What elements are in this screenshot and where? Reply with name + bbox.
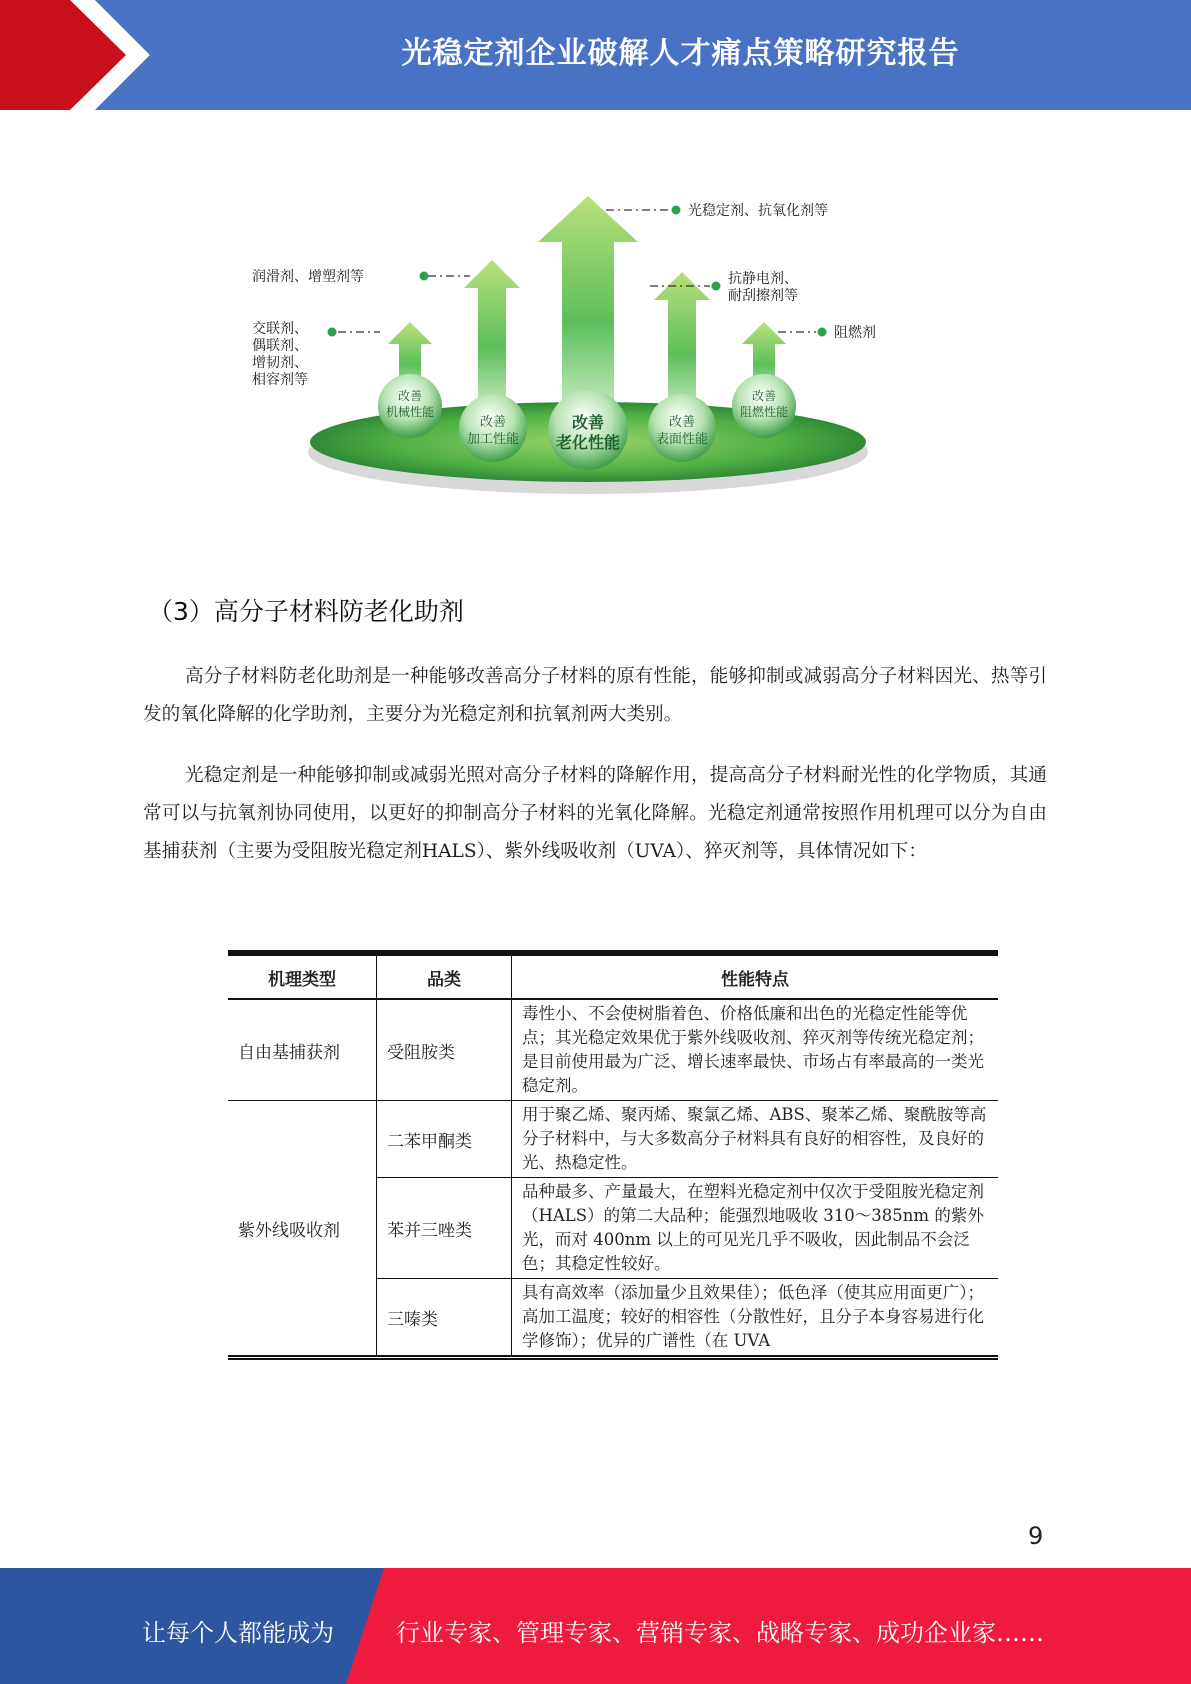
- mechanism-cell: 紫外线吸收剂: [228, 1101, 377, 1358]
- callout-left-lower: 交联剂、: [252, 321, 308, 337]
- callout-left-upper: 润滑剂、增塑剂等: [252, 269, 364, 285]
- circle-label: 机械性能: [385, 405, 435, 419]
- feature-cell: 品种最多、产量最大，在塑料光稳定剂中仅次于受阻胺光稳定剂（HALS）的第二大品种；能强烈地吸收 310～385nm 的紫外光，而对 400nm 以上的可见光几乎不吸收，因此制品不会泛色；其稳定性较好。: [512, 1178, 999, 1279]
- category-cell: 苯并三唑类: [377, 1178, 512, 1279]
- callout-right-upper: 耐刮擦剂等: [728, 288, 798, 304]
- callout-right-upper: 抗静电剂、: [728, 271, 798, 287]
- table-row: [228, 999, 998, 1101]
- paragraph: 光稳定剂是一种能够抑制或减弱光照对高分子材料的降解作用，提高高分子材料耐光性的化学物质，其通常可以与抗氧剂协同使用，以更好的抑制高分子材料的光氧化降解。光稳定剂通常按照作用机理可以分为自由基捕获剂（主要为受阻胺光稳定剂HALS）、紫外线吸收剂（UVA）、猝灭剂等，具体情况如下：: [143, 765, 1047, 862]
- category-cell: 三嗪类: [377, 1279, 512, 1358]
- category-cell: 二苯甲酮类: [377, 1101, 512, 1178]
- footer-slogan-left: 让每个人都能成为: [142, 1619, 334, 1647]
- table-header-cell: 性能特点: [512, 953, 999, 999]
- page-number: 9: [1028, 1522, 1044, 1550]
- circle-label: 改善: [397, 389, 423, 403]
- callout-right-lower: 阻燃剂: [834, 325, 876, 341]
- table-header-cell: 机理类型: [228, 953, 377, 999]
- circle-label: 改善: [571, 413, 605, 432]
- circle-label: 阻燃性能: [739, 405, 789, 419]
- circle-label: 改善: [479, 415, 507, 430]
- table-header-row: [228, 953, 998, 999]
- table-row: [228, 1101, 998, 1178]
- feature-cell: 具有高效率（添加量少且效果佳）；低色泽（使其应用面更广）；高加工温度；较好的相容性（分散性好，且分子本身容易进行化学修饰）；优异的广谱性（在 UVA: [522, 1283, 984, 1350]
- circle-label: 老化性能: [555, 433, 621, 452]
- category-cell: 受阻胺类: [377, 999, 512, 1101]
- circle-label: 改善: [668, 415, 696, 430]
- callout-left-lower: 偶联剂、: [252, 338, 308, 354]
- page-header: [0, 0, 1191, 110]
- report-title: 光稳定剂企业破解人才痛点策略研究报告: [401, 36, 960, 71]
- light-stabilizer-table: [228, 950, 998, 1360]
- footer-slogan-right: 行业专家、管理专家、营销专家、战略专家、成功企业家……: [396, 1619, 1044, 1647]
- feature-cell: 毒性小、不会使树脂着色、价格低廉和出色的光稳定性能等优点；其光稳定效果优于紫外线吸收剂、猝灭剂等传统光稳定剂；是目前使用最为广泛、增长速率最快、市场占有率最高的一类光稳定剂。: [512, 999, 999, 1101]
- additive-function-illustration: [210, 160, 970, 520]
- table-header-cell: 品类: [377, 953, 512, 999]
- feature-cell: 用于聚乙烯、聚丙烯、聚氯乙烯、ABS、聚苯乙烯、聚酰胺等高分子材料中，与大多数高分子材料具有良好的相容性，及良好的光、热稳定性。: [512, 1101, 999, 1178]
- callout-left-lower: 相容剂等: [252, 372, 308, 388]
- circle-label: 加工性能: [466, 432, 520, 447]
- section-heading: （3）高分子材料防老化助剂: [148, 597, 464, 626]
- circle-label: 表面性能: [655, 432, 709, 447]
- header-arrow-decoration: [0, 0, 160, 110]
- callout-top: 光稳定剂、抗氧化剂等: [688, 203, 828, 219]
- mechanism-cell: 自由基捕获剂: [228, 999, 377, 1101]
- circle-label: 改善: [751, 389, 777, 403]
- callout-left-lower: 增韧剂、: [252, 355, 308, 371]
- paragraph: 高分子材料防老化助剂是一种能够改善高分子材料的原有性能，能够抑制或减弱高分子材料因光、热等引发的氧化降解的化学助剂，主要分为光稳定剂和抗氧剂两大类别。: [143, 666, 1047, 725]
